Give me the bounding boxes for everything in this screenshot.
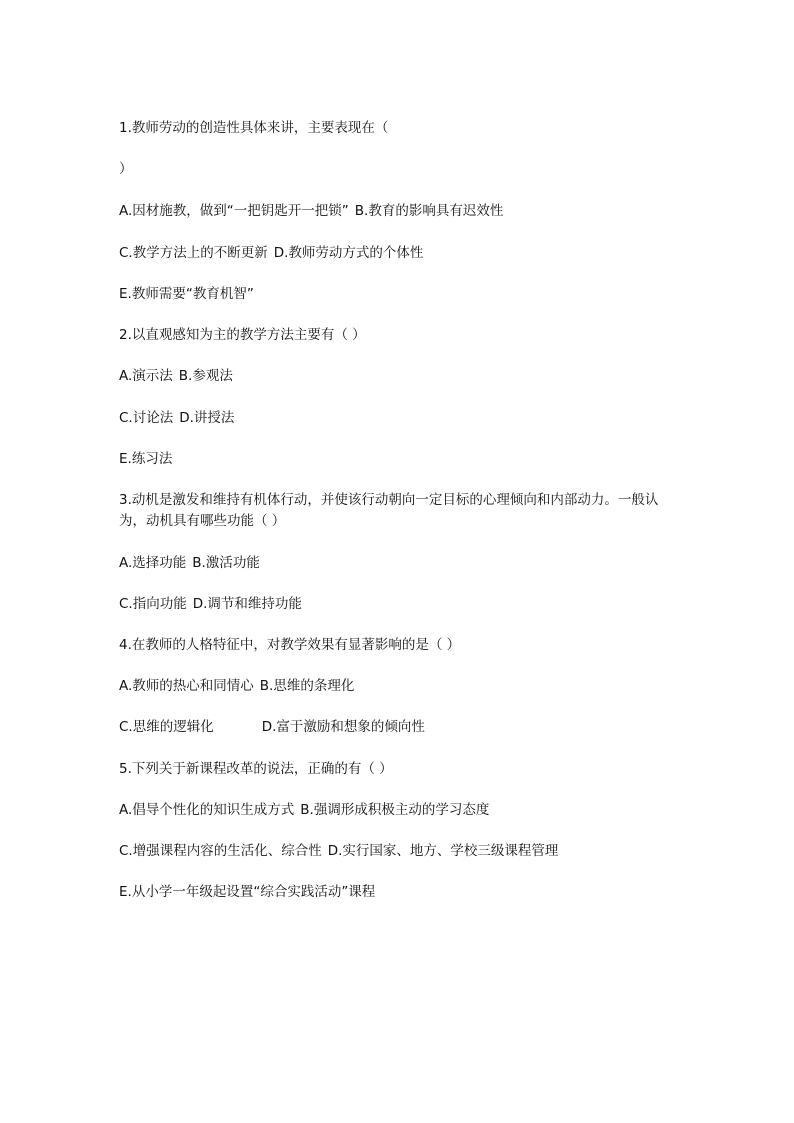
question-2-option-e: E.练习法 — [119, 451, 173, 467]
question-5-option-b: B.强调形成积极主动的学习态度 — [300, 802, 490, 818]
question-2-options-cd — [119, 408, 679, 428]
question-3-option-c: C.指向功能 — [119, 596, 187, 612]
question-5-option-c: C.增强课程内容的生活化、综合性 — [119, 843, 322, 859]
question-1-option-c: C.教学方法上的不断更新 — [119, 245, 268, 261]
question-3-options-ab — [119, 553, 679, 573]
question-2-options-ab — [119, 366, 679, 386]
question-4-options-ab — [119, 676, 679, 696]
question-1-option-d: D.教师劳动方式的个体性 — [273, 245, 424, 261]
question-4-stem — [119, 635, 679, 655]
question-5-option-e: E.从小学一年级起设置“综合实践活动”课程 — [119, 884, 376, 900]
question-1-option-e: E.教师需要“教育机智” — [119, 286, 254, 302]
question-5-stem-text: 5.下列关于新课程改革的说法，正确的有（ ） — [119, 761, 393, 777]
question-1-stem — [119, 118, 679, 138]
question-4-option-d: D.富于激励和想象的倾向性 — [261, 719, 425, 735]
question-4-option-a: A.教师的热心和同情心 — [119, 678, 254, 694]
question-1-stem-line2: ） — [119, 161, 133, 177]
question-4-options-cd — [119, 717, 679, 737]
question-1-options-cd — [119, 243, 679, 263]
question-2-option-c: C.讨论法 — [119, 410, 174, 426]
question-3-option-d: D.调节和维持功能 — [192, 596, 302, 612]
document-body — [119, 118, 679, 902]
question-3-option-a: A.选择功能 — [119, 555, 187, 571]
question-5-stem — [119, 759, 679, 779]
question-1-option-a: A.因材施教，做到“一把钥匙开一把锁” — [119, 203, 349, 219]
question-2-option-d: D.讲授法 — [179, 410, 235, 426]
question-1-options-e — [119, 284, 679, 304]
question-1-options-ab — [119, 201, 679, 221]
question-1-stem-line1: 1.教师劳动的创造性具体来讲，主要表现在（ — [119, 120, 389, 136]
question-5-option-d: D.实行国家、地方、学校三级课程管理 — [327, 843, 559, 859]
question-4-option-b: B.思维的条理化 — [259, 678, 355, 694]
question-5-options-cd — [119, 841, 679, 861]
question-1-option-b: B.教育的影响具有迟效性 — [354, 203, 504, 219]
question-2-options-e — [119, 449, 679, 469]
question-5-option-a: A.倡导个性化的知识生成方式 — [119, 802, 295, 818]
question-5-options-ab — [119, 800, 679, 820]
question-1-stem-continued — [119, 159, 679, 179]
question-2-option-b: B.参观法 — [178, 368, 233, 384]
question-3-stem-text: 3.动机是激发和维持有机体行动，并使该行动朝向一定目标的心理倾向和内部动力。一般认为，动机具有哪些功能（ ） — [119, 492, 659, 529]
question-3-stem — [119, 490, 679, 532]
question-4-option-c: C.思维的逻辑化 — [119, 719, 214, 735]
question-4-stem-text: 4.在教师的人格特征中，对教学效果有显著影响的是（ ） — [119, 637, 461, 653]
question-3-option-b: B.激活功能 — [192, 555, 260, 571]
question-2-stem-text: 2.以直观感知为主的教学方法主要有（ ） — [119, 327, 366, 343]
question-2-option-a: A.演示法 — [119, 368, 173, 384]
question-5-options-e — [119, 882, 679, 902]
question-2-stem — [119, 325, 679, 345]
question-3-options-cd — [119, 594, 679, 614]
